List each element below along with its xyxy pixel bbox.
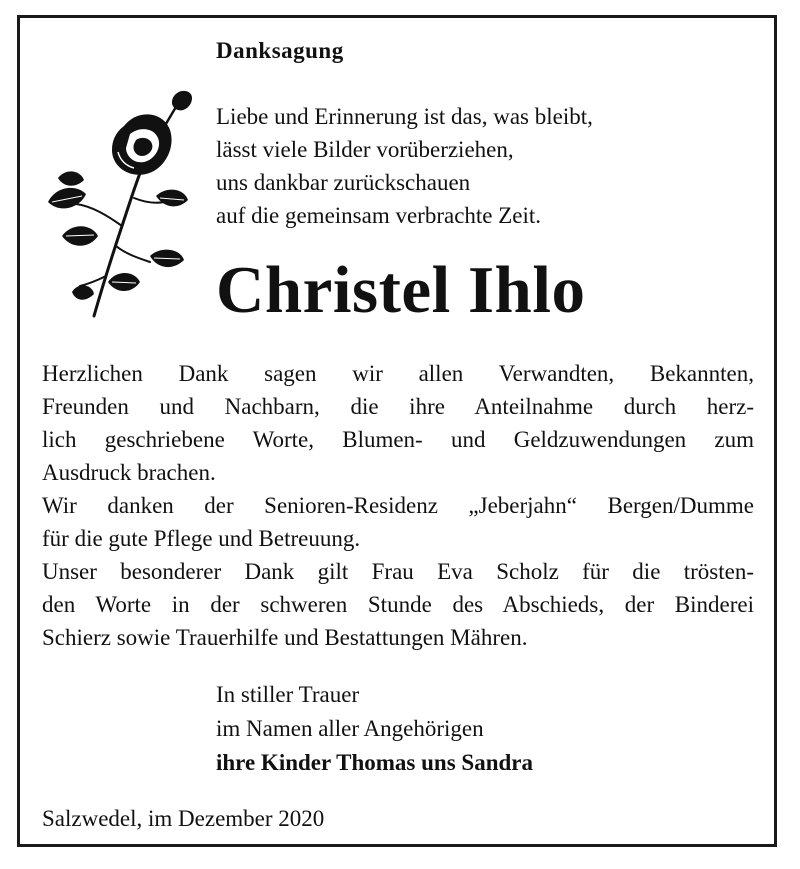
body-line: Ausdruck brachen. bbox=[42, 460, 216, 485]
body-line: lich geschriebene Worte, Blumen- und Geldzuwendungen zum bbox=[42, 427, 754, 452]
body-line: Schierz sowie Trauerhilfe und Bestattungen Mähren. bbox=[42, 625, 528, 650]
body-line: für die gute Pflege und Betreuung. bbox=[42, 526, 361, 551]
poem-line: Liebe und Erinnerung ist das, was bleibt, bbox=[216, 104, 593, 129]
signature-block bbox=[216, 678, 533, 780]
poem-line: lässt viele Bilder vorüberziehen, bbox=[216, 137, 514, 162]
body-line: den Worte in der schweren Stunde des Abschieds, der Binderei bbox=[42, 592, 754, 617]
body-line: Herzlichen Dank sagen wir allen Verwandten, Bekannten, bbox=[42, 361, 754, 386]
poem-line: auf die gemeinsam verbrachte Zeit. bbox=[216, 203, 542, 228]
rose-icon bbox=[46, 86, 196, 318]
body-line: Wir danken der Senioren-Residenz „Jeberjahn“ Bergen/Dumme bbox=[42, 493, 754, 518]
signature-line: im Namen aller Angehörigen bbox=[216, 716, 484, 741]
obituary-notice bbox=[17, 15, 777, 847]
signature-line: In stiller Trauer bbox=[216, 682, 360, 707]
poem bbox=[216, 100, 593, 232]
body-line: Freunden und Nachbarn, die ihre Anteilnahme durch herz- bbox=[42, 394, 754, 419]
family-names: ihre Kinder Thomas uns Sandra bbox=[216, 750, 533, 775]
thank-you-text bbox=[42, 357, 754, 654]
poem-line: uns dankbar zurückschauen bbox=[216, 170, 471, 195]
body-line: Unser besonderer Dank gilt Frau Eva Scholz für die trösten- bbox=[42, 559, 754, 584]
deceased-name: Christel Ihlo bbox=[216, 253, 586, 327]
place-date: Salzwedel, im Dezember 2020 bbox=[42, 806, 325, 831]
notice-heading: Danksagung bbox=[216, 38, 344, 63]
